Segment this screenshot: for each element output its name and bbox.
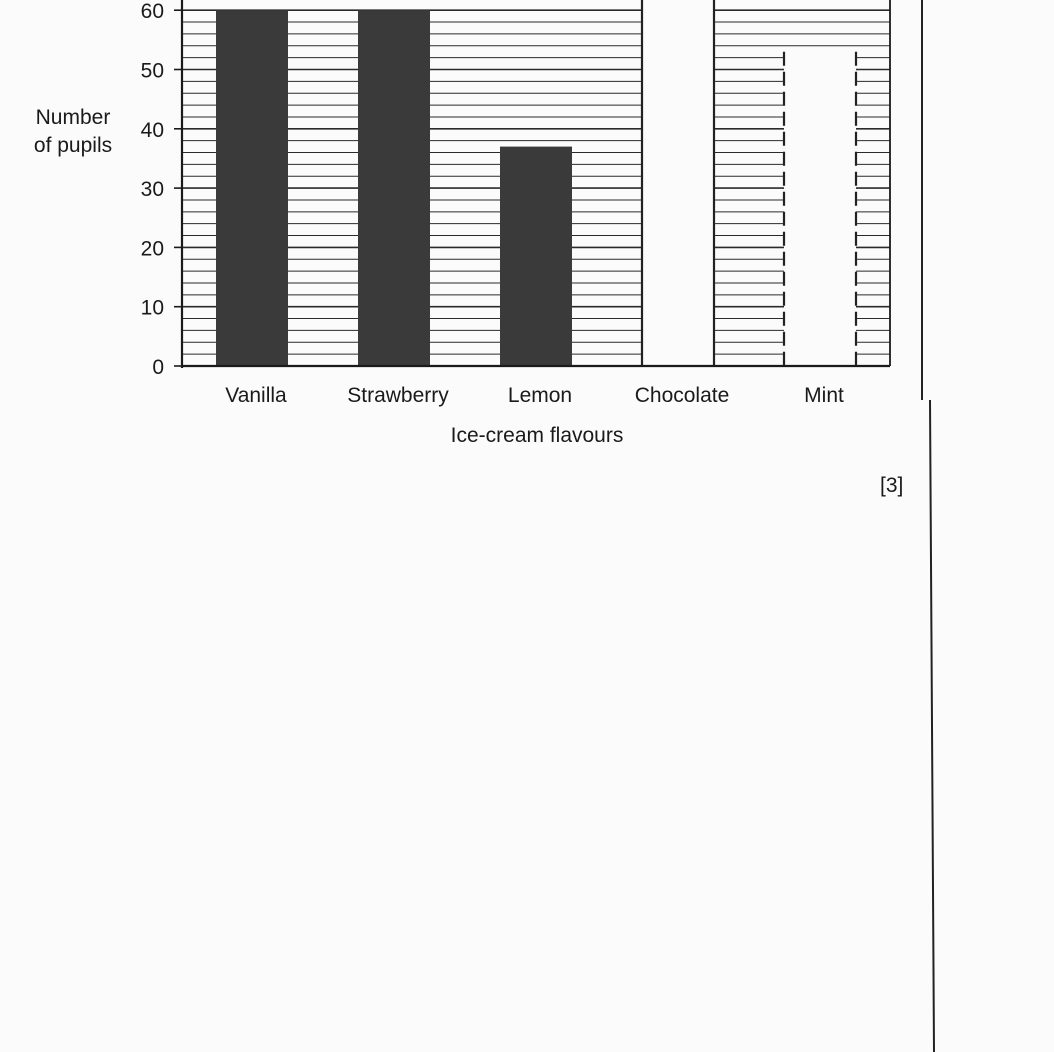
y-tick-label: 30 (140, 178, 164, 202)
question-marks-label: [3] (880, 474, 904, 497)
y-tick-labels (141, 0, 164, 379)
chart-bars (216, 0, 856, 366)
y-tick-label: 10 (140, 296, 164, 320)
x-tick-label-vanilla: Vanilla (225, 384, 287, 407)
x-axis-title: Ice-cream flavours (450, 424, 624, 447)
y-axis-title-line-2: of pupils (33, 134, 113, 157)
bar-lemon (500, 147, 572, 366)
x-tick-label-chocolate: Chocolate (634, 384, 730, 407)
x-tick-label-lemon: Lemon (507, 384, 573, 407)
y-axis-title (14, 104, 132, 160)
y-tick-label: 50 (140, 59, 164, 83)
bar-mint (784, 52, 856, 366)
bar-chocolate (642, 0, 714, 366)
y-tick-label: 0 (152, 356, 164, 379)
page-margin-line (930, 400, 934, 1052)
bar-strawberry (358, 10, 430, 366)
y-tick-label: 40 (140, 118, 164, 142)
x-tick-label-mint: Mint (804, 384, 844, 407)
y-axis-title-line-1: Number (35, 106, 111, 129)
x-tick-label-strawberry: Strawberry (347, 384, 449, 407)
bar-vanilla (216, 10, 288, 366)
y-tick-label: 20 (140, 237, 164, 261)
y-tick-label: 60 (140, 0, 164, 24)
x-category-labels (225, 384, 844, 407)
